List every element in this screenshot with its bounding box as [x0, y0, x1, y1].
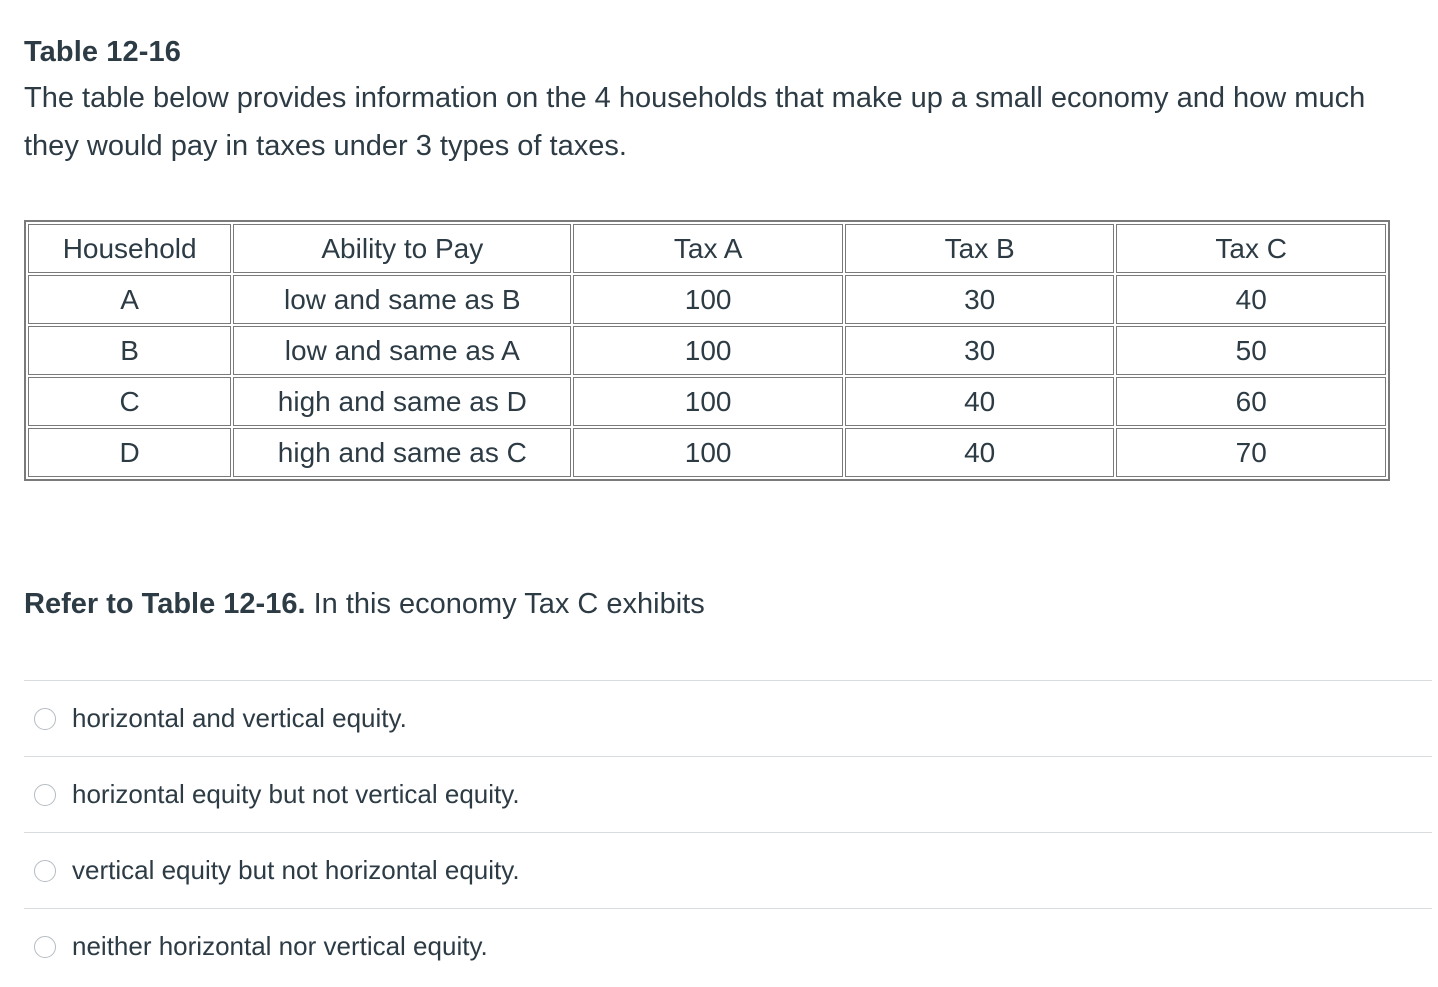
households-table — [24, 220, 1390, 481]
cell-ability-to-pay: high and same as C — [233, 428, 571, 477]
table-title: Table 12-16 — [24, 36, 181, 68]
header-tax-b: Tax B — [845, 224, 1115, 273]
cell-household: D — [28, 428, 231, 477]
cell-tax-c: 40 — [1116, 275, 1386, 324]
radio-button[interactable] — [34, 784, 56, 806]
cell-ability-to-pay: low and same as B — [233, 275, 571, 324]
answer-label: horizontal and vertical equity. — [72, 703, 407, 733]
answer-label: horizontal equity but not vertical equity. — [72, 779, 520, 809]
radio-button[interactable] — [34, 936, 56, 958]
cell-tax-a: 100 — [573, 428, 843, 477]
cell-tax-b: 40 — [845, 377, 1115, 426]
cell-tax-b: 40 — [845, 428, 1115, 477]
table-row — [28, 377, 1386, 426]
cell-tax-c: 50 — [1116, 326, 1386, 375]
radio-button[interactable] — [34, 708, 56, 730]
table-intro: The table below provides information on the 4 households that make up a small economy and how much they would pay in taxes under 3 types of taxes. — [24, 82, 1366, 162]
cell-household: B — [28, 326, 231, 375]
cell-household: A — [28, 275, 231, 324]
answer-option-3[interactable] — [24, 832, 1432, 908]
answer-option-1[interactable] — [24, 680, 1432, 756]
cell-ability-to-pay: low and same as A — [233, 326, 571, 375]
answer-option-2[interactable] — [24, 756, 1432, 832]
answer-list — [24, 680, 1432, 984]
table-row — [28, 326, 1386, 375]
cell-tax-a: 100 — [573, 275, 843, 324]
cell-ability-to-pay: high and same as D — [233, 377, 571, 426]
table-row — [28, 275, 1386, 324]
answer-label: vertical equity but not horizontal equity. — [72, 855, 520, 885]
question-prompt: In this economy Tax C exhibits — [305, 588, 705, 620]
cell-tax-a: 100 — [573, 326, 843, 375]
cell-tax-c: 60 — [1116, 377, 1386, 426]
header-ability-to-pay: Ability to Pay — [233, 224, 571, 273]
question-page — [24, 30, 1432, 961]
table-row — [28, 428, 1386, 477]
header-tax-a: Tax A — [573, 224, 843, 273]
header-household: Household — [28, 224, 231, 273]
header-tax-c: Tax C — [1116, 224, 1386, 273]
answer-label: neither horizontal nor vertical equity. — [72, 931, 488, 961]
question-text — [24, 588, 705, 621]
cell-tax-b: 30 — [845, 326, 1115, 375]
table-header-row — [28, 224, 1386, 273]
cell-tax-c: 70 — [1116, 428, 1386, 477]
cell-tax-b: 30 — [845, 275, 1115, 324]
cell-tax-a: 100 — [573, 377, 843, 426]
radio-button[interactable] — [34, 860, 56, 882]
answer-option-4[interactable] — [24, 908, 1432, 984]
cell-household: C — [28, 377, 231, 426]
question-reference: Refer to Table 12-16. — [24, 588, 306, 620]
